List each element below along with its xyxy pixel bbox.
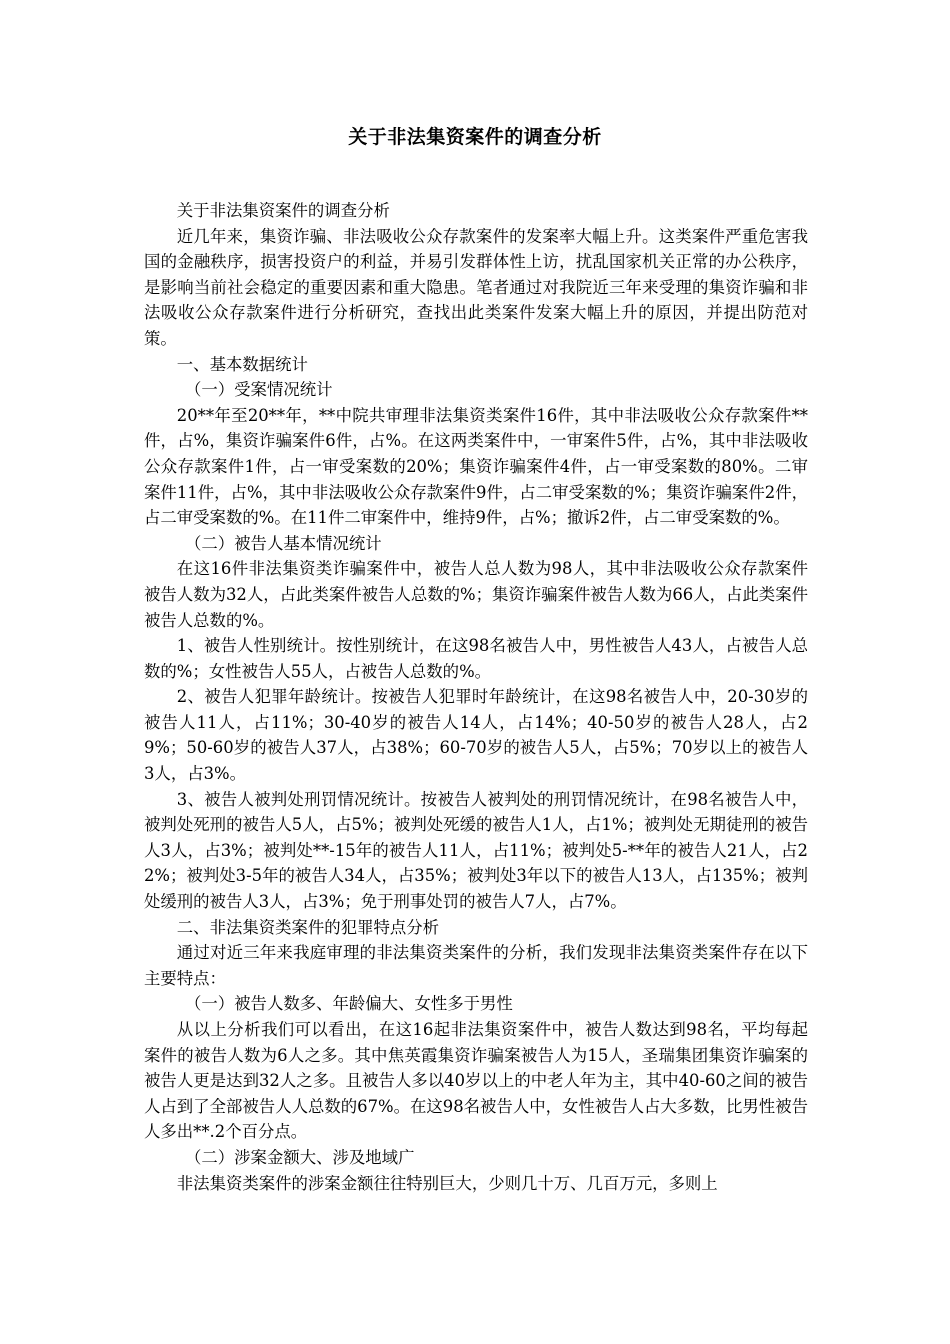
subsection-heading-2-1: （一）被告人数多、年龄偏大、女性多于男性: [185, 994, 513, 1014]
paragraph-subtitle: 关于非法集资案件的调查分析: [176, 201, 390, 220]
paragraph-case-stats: 20**年至20**年，**中院共审理非法集资类案件16件，其中非法吸收公众存款案件**件，占%，集资诈骗案件6件，占%。在这两类案件中，一审案件5件，占%，其中非法吸收公众存款案件1件，占一审受案数的20%；集资诈骗案件4件，占一审受案数的80%。二审案件11件，占%，其中非法吸收公众存款案件9件，占二审受案数的%；集资诈骗案件2件，占二审受案数的%。在11件二审案件中，维持9件，占%；撤诉2件，占二审受案数的%。: [144, 405, 808, 528]
paragraph-defendant-stats: 在这16件非法集资类诈骗案件中，被告人总人数为98人，其中非法吸收公众存款案件被告人数为32人，占此类案件被告人总数的%；集资诈骗案件被告人数为66人，占此类案件被告人总数的%。: [144, 559, 808, 630]
subsection-heading-1-2: （二）被告人基本情况统计: [185, 533, 382, 553]
section-heading-1: 一、基本数据统计: [176, 354, 308, 374]
paragraph-amount-features: 非法集资类案件的涉案金额往往特别巨大，少则几十万、几百万元，多则上: [176, 1173, 718, 1193]
paragraph-features-intro: 通过对近三年来我庭审理的非法集资类案件的分析，我们发现非法集资类案件存在以下主要特点：: [144, 943, 808, 988]
section-heading-2: 二、非法集资类案件的犯罪特点分析: [176, 917, 440, 937]
document-body: [144, 198, 808, 1196]
subsection-heading-1-1: （一）受案情况统计: [185, 380, 333, 400]
document-title: 关于非法集资案件的调查分析: [348, 126, 602, 148]
subsection-heading-2-2: （二）涉案金额大、涉及地域广: [185, 1147, 415, 1167]
paragraph-gender-stats: 1、被告人性别统计。按性别统计，在这98名被告人中，男性被告人43人，占被告人总数的%；女性被告人55人，占被告人总数的%。: [144, 636, 808, 681]
paragraph-defendant-features: 从以上分析我们可以看出，在这16起非法集资案件中，被告人数达到98名，平均每起案件的被告人数为6人之多。其中焦英霞集资诈骗案被告人为15人，圣瑞集团集资诈骗案的被告人更是达到32人之多。且被告人多以40岁以上的中老人年为主，其中40-60之间的被告人占到了全部被告人人总数的67%。在这98名被告人中，女性被告人占大多数，比男性被告人多出**.2个百分点。: [144, 1020, 808, 1142]
paragraph-intro: 近几年来，集资诈骗、非法吸收公众存款案件的发案率大幅上升。这类案件严重危害我国的金融秩序，损害投资户的利益，并易引发群体性上访，扰乱国家机关正常的办公秩序，是影响当前社会稳定的重要因素和重大隐患。笔者通过对我院近三年来受理的集资诈骗和非法吸收公众存款案件进行分析研究，查找出此类案件发案大幅上升的原因，并提出防范对策。: [144, 226, 808, 348]
paragraph-age-stats: 2、被告人犯罪年龄统计。按被告人犯罪时年龄统计，在这98名被告人中，20-30岁的被告人11人，占11%；30-40岁的被告人14人，占14%；40-50岁的被告人28人，占29%；50-60岁的被告人37人，占38%；60-70岁的被告人5人，占5%；70岁以上的被告人3人，占3%。: [144, 687, 808, 784]
paragraph-sentence-stats: 3、被告人被判处刑罚情况统计。按被告人被判处的刑罚情况统计，在98名被告人中，被判处死刑的被告人5人，占5%；被判处死缓的被告人1人，占1%；被判处无期徒刑的被告人3人，占3%；被判处**-15年的被告人11人，占11%；被判处5-**年的被告人21人，占22%；被判处3-5年的被告人34人，占35%；被判处3年以下的被告人13人，占135%；被判处缓刑的被告人3人，占3%；免于刑事处罚的被告人7人，占7%。: [144, 789, 808, 912]
